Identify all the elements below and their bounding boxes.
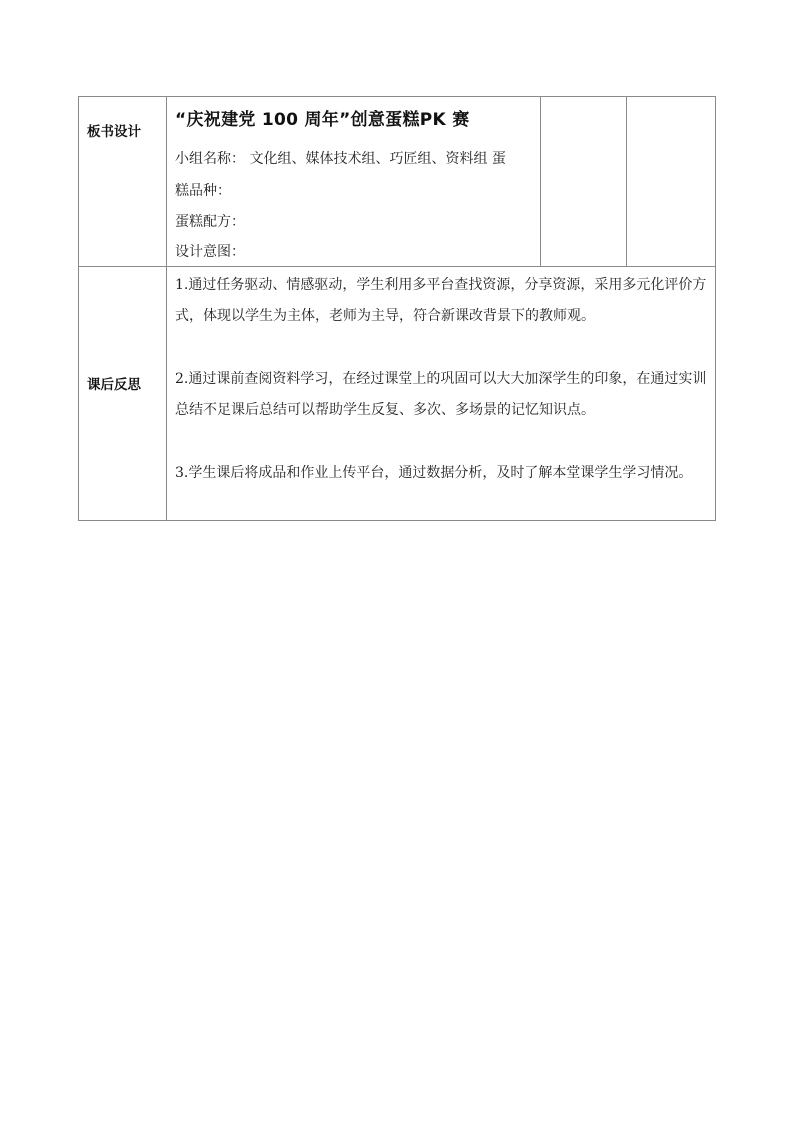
reflection-item-2: 2.通过课前查阅资料学习，在经过课堂上的巩固可以大大加深学生的印象，在通过实训总结不足课后总结可以帮助学生反复、多次、多场景的记忆知识点。 bbox=[175, 371, 707, 418]
board-design-line-group-names: 小组名称： 文化组、媒体技术组、巧匠组、资料组 蛋 bbox=[175, 151, 506, 167]
table-label-column-divider bbox=[166, 96, 167, 521]
board-design-label: 板书设计 bbox=[87, 124, 141, 140]
table-border-right bbox=[715, 96, 716, 521]
reflection-label: 课后反思 bbox=[87, 377, 141, 393]
board-design-title: “庆祝建党 100 周年”创意蛋糕PK 赛 bbox=[175, 110, 470, 130]
table-row-divider bbox=[78, 266, 716, 267]
table-extra-column-divider-1 bbox=[540, 96, 541, 267]
table-extra-column-divider-2 bbox=[626, 96, 627, 267]
board-design-line-recipe: 蛋糕配方： bbox=[175, 214, 245, 230]
reflection-item-1: 1.通过任务驱动、情感驱动，学生利用多平台查找资源，分享资源，采用多元化评价方式，体现以学生为主体，老师为主导，符合新课改背景下的教师观。 bbox=[175, 277, 707, 324]
board-design-line-cake-type: 糕品种： bbox=[175, 183, 231, 199]
table-border-bottom bbox=[78, 520, 716, 521]
table-border-left bbox=[78, 96, 79, 521]
reflection-item-3: 3.学生课后将成品和作业上传平台，通过数据分析，及时了解本堂课学生学习情况。 bbox=[175, 465, 693, 481]
table-border-top bbox=[78, 96, 716, 97]
board-design-line-intent: 设计意图： bbox=[175, 244, 245, 260]
